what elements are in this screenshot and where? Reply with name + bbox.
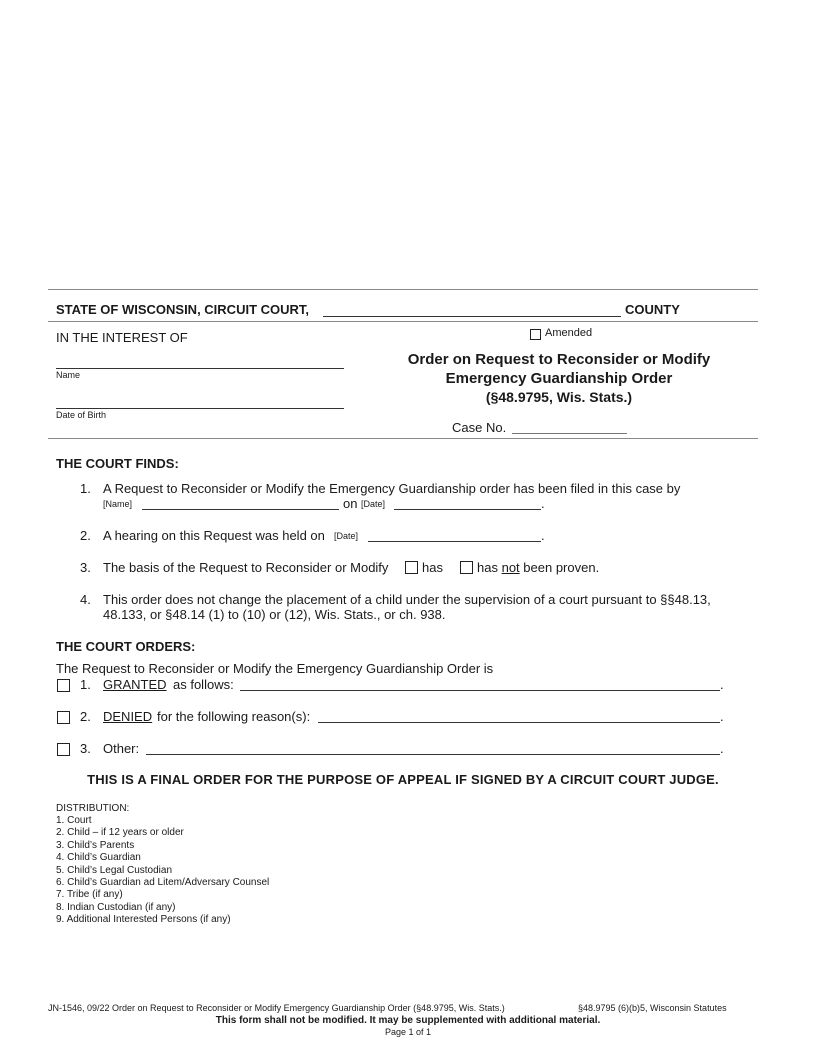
distribution-list (56, 815, 269, 927)
dob-field[interactable] (56, 408, 344, 409)
dob-label: Date of Birth (56, 410, 107, 420)
other-checkbox[interactable] (57, 743, 70, 756)
finding-3-has-not-label (477, 560, 599, 575)
state-court-label: STATE OF WISCONSIN, CIRCUIT COURT, (56, 302, 310, 317)
distribution-item: 6. Child’s Guardian ad Litem/Adversary Counsel (56, 877, 270, 889)
granted-details-field[interactable] (240, 690, 720, 691)
finding-3-has-checkbox[interactable] (405, 561, 418, 574)
footer-form-id: JN-1546, 09/22 Order on Request to Reconsider or Modify Emergency Guardianship Order (§48.9795, Wis. Stats.) (48, 1003, 505, 1013)
form-title-line1: Order on Request to Reconsider or Modify (407, 351, 711, 368)
finding-3-end-text: been proven. (523, 560, 600, 575)
denied-label: DENIED (103, 709, 153, 724)
finding-3-number: 3. (80, 560, 91, 575)
finding-1-number: 1. (80, 481, 91, 496)
denied-reasons-label: for the following reason(s): (157, 709, 311, 724)
finding-4-number: 4. (80, 592, 91, 607)
finding-2-period: . (541, 528, 545, 543)
footer-notice: This form shall not be modified. It may be supplemented with additional material. (215, 1015, 601, 1026)
granted-checkbox[interactable] (57, 679, 70, 692)
order-1-period: . (720, 677, 724, 692)
header-mid-rule (48, 321, 758, 322)
finding-3-not-word: not (501, 560, 520, 575)
distribution-heading: DISTRIBUTION: (56, 803, 130, 814)
other-label: Other: (103, 741, 140, 756)
footer-page: Page 1 of 1 (384, 1027, 432, 1037)
order-1-number: 1. (80, 677, 91, 692)
order-2-number: 2. (80, 709, 91, 724)
finding-3-has-not-checkbox[interactable] (460, 561, 473, 574)
case-no-label: Case No. (452, 420, 507, 435)
distribution-item: 1. Court (56, 815, 92, 826)
court-finds-heading: THE COURT FINDS: (56, 456, 179, 471)
finding-3-text: The basis of the Request to Reconsider or Modify (103, 560, 389, 575)
finding-1-on: on (343, 496, 358, 511)
finding-4-line1: This order does not change the placement of a child under the supervision of a court pursuant to §§48.13, (103, 592, 711, 607)
amended-label: Amended (545, 327, 593, 339)
granted-label: GRANTED (103, 677, 167, 692)
granted-follows-label: as follows: (173, 677, 234, 692)
order-2-period: . (720, 709, 724, 724)
other-details-field[interactable] (146, 754, 720, 755)
orders-intro: The Request to Reconsider or Modify the Emergency Guardianship Order is (56, 661, 494, 676)
distribution-item: 7. Tribe (if any) (56, 889, 123, 901)
distribution-item: 5. Child’s Legal Custodian (56, 864, 173, 876)
name-label: Name (56, 370, 81, 380)
finding-2-text: A hearing on this Request was held on (103, 528, 325, 543)
finding-2-date-hint: [Date] (334, 531, 359, 541)
denied-checkbox[interactable] (57, 711, 70, 724)
case-no-field[interactable] (512, 433, 627, 434)
finding-4-line2: 48.133, or §48.14 (1) to (10) or (12), Wis. Stats., or ch. 938. (103, 607, 446, 622)
distribution-item: 3. Child’s Parents (56, 839, 135, 851)
finding-3-has-label: has (422, 560, 443, 575)
order-3-number: 3. (80, 741, 91, 756)
header-bottom-rule (48, 438, 758, 439)
county-field[interactable] (323, 316, 621, 317)
finding-1-name-field[interactable] (142, 509, 339, 510)
form-title-line2: Emergency Guardianship Order (445, 370, 673, 387)
distribution-item: 2. Child – if 12 years or older (56, 827, 184, 839)
finding-2-date-field[interactable] (368, 541, 541, 542)
final-order-notice: THIS IS A FINAL ORDER FOR THE PURPOSE OF APPEAL IF SIGNED BY A CIRCUIT COURT JUDGE. (87, 772, 719, 787)
finding-1-text: A Request to Reconsider or Modify the Emergency Guardianship order has been filed in this case by (103, 481, 681, 496)
court-orders-heading: THE COURT ORDERS: (56, 639, 196, 654)
finding-1-date-field[interactable] (394, 509, 541, 510)
in-interest-of-label: IN THE INTEREST OF (56, 330, 188, 345)
finding-2-number: 2. (80, 528, 91, 543)
order-3-period: . (720, 741, 724, 756)
distribution-item: 9. Additional Interested Persons (if any) (56, 914, 231, 926)
distribution-item: 8. Indian Custodian (if any) (56, 901, 176, 913)
name-field[interactable] (56, 368, 344, 369)
amended-checkbox[interactable] (530, 329, 541, 340)
finding-1-date-hint: [Date] (361, 499, 386, 509)
finding-1-name-hint: [Name] (103, 499, 133, 509)
finding-1-period: . (541, 496, 545, 511)
distribution-item: 4. Child’s Guardian (56, 852, 141, 864)
footer-statute: §48.9795 (6)(b)5, Wisconsin Statutes (578, 1003, 727, 1013)
form-title-line3: (§48.9795, Wis. Stats.) (485, 389, 633, 405)
finding-3-has2-word: has (477, 560, 498, 575)
denied-reasons-field[interactable] (318, 722, 720, 723)
header-top-rule (48, 289, 758, 290)
county-label: COUNTY (625, 302, 680, 317)
